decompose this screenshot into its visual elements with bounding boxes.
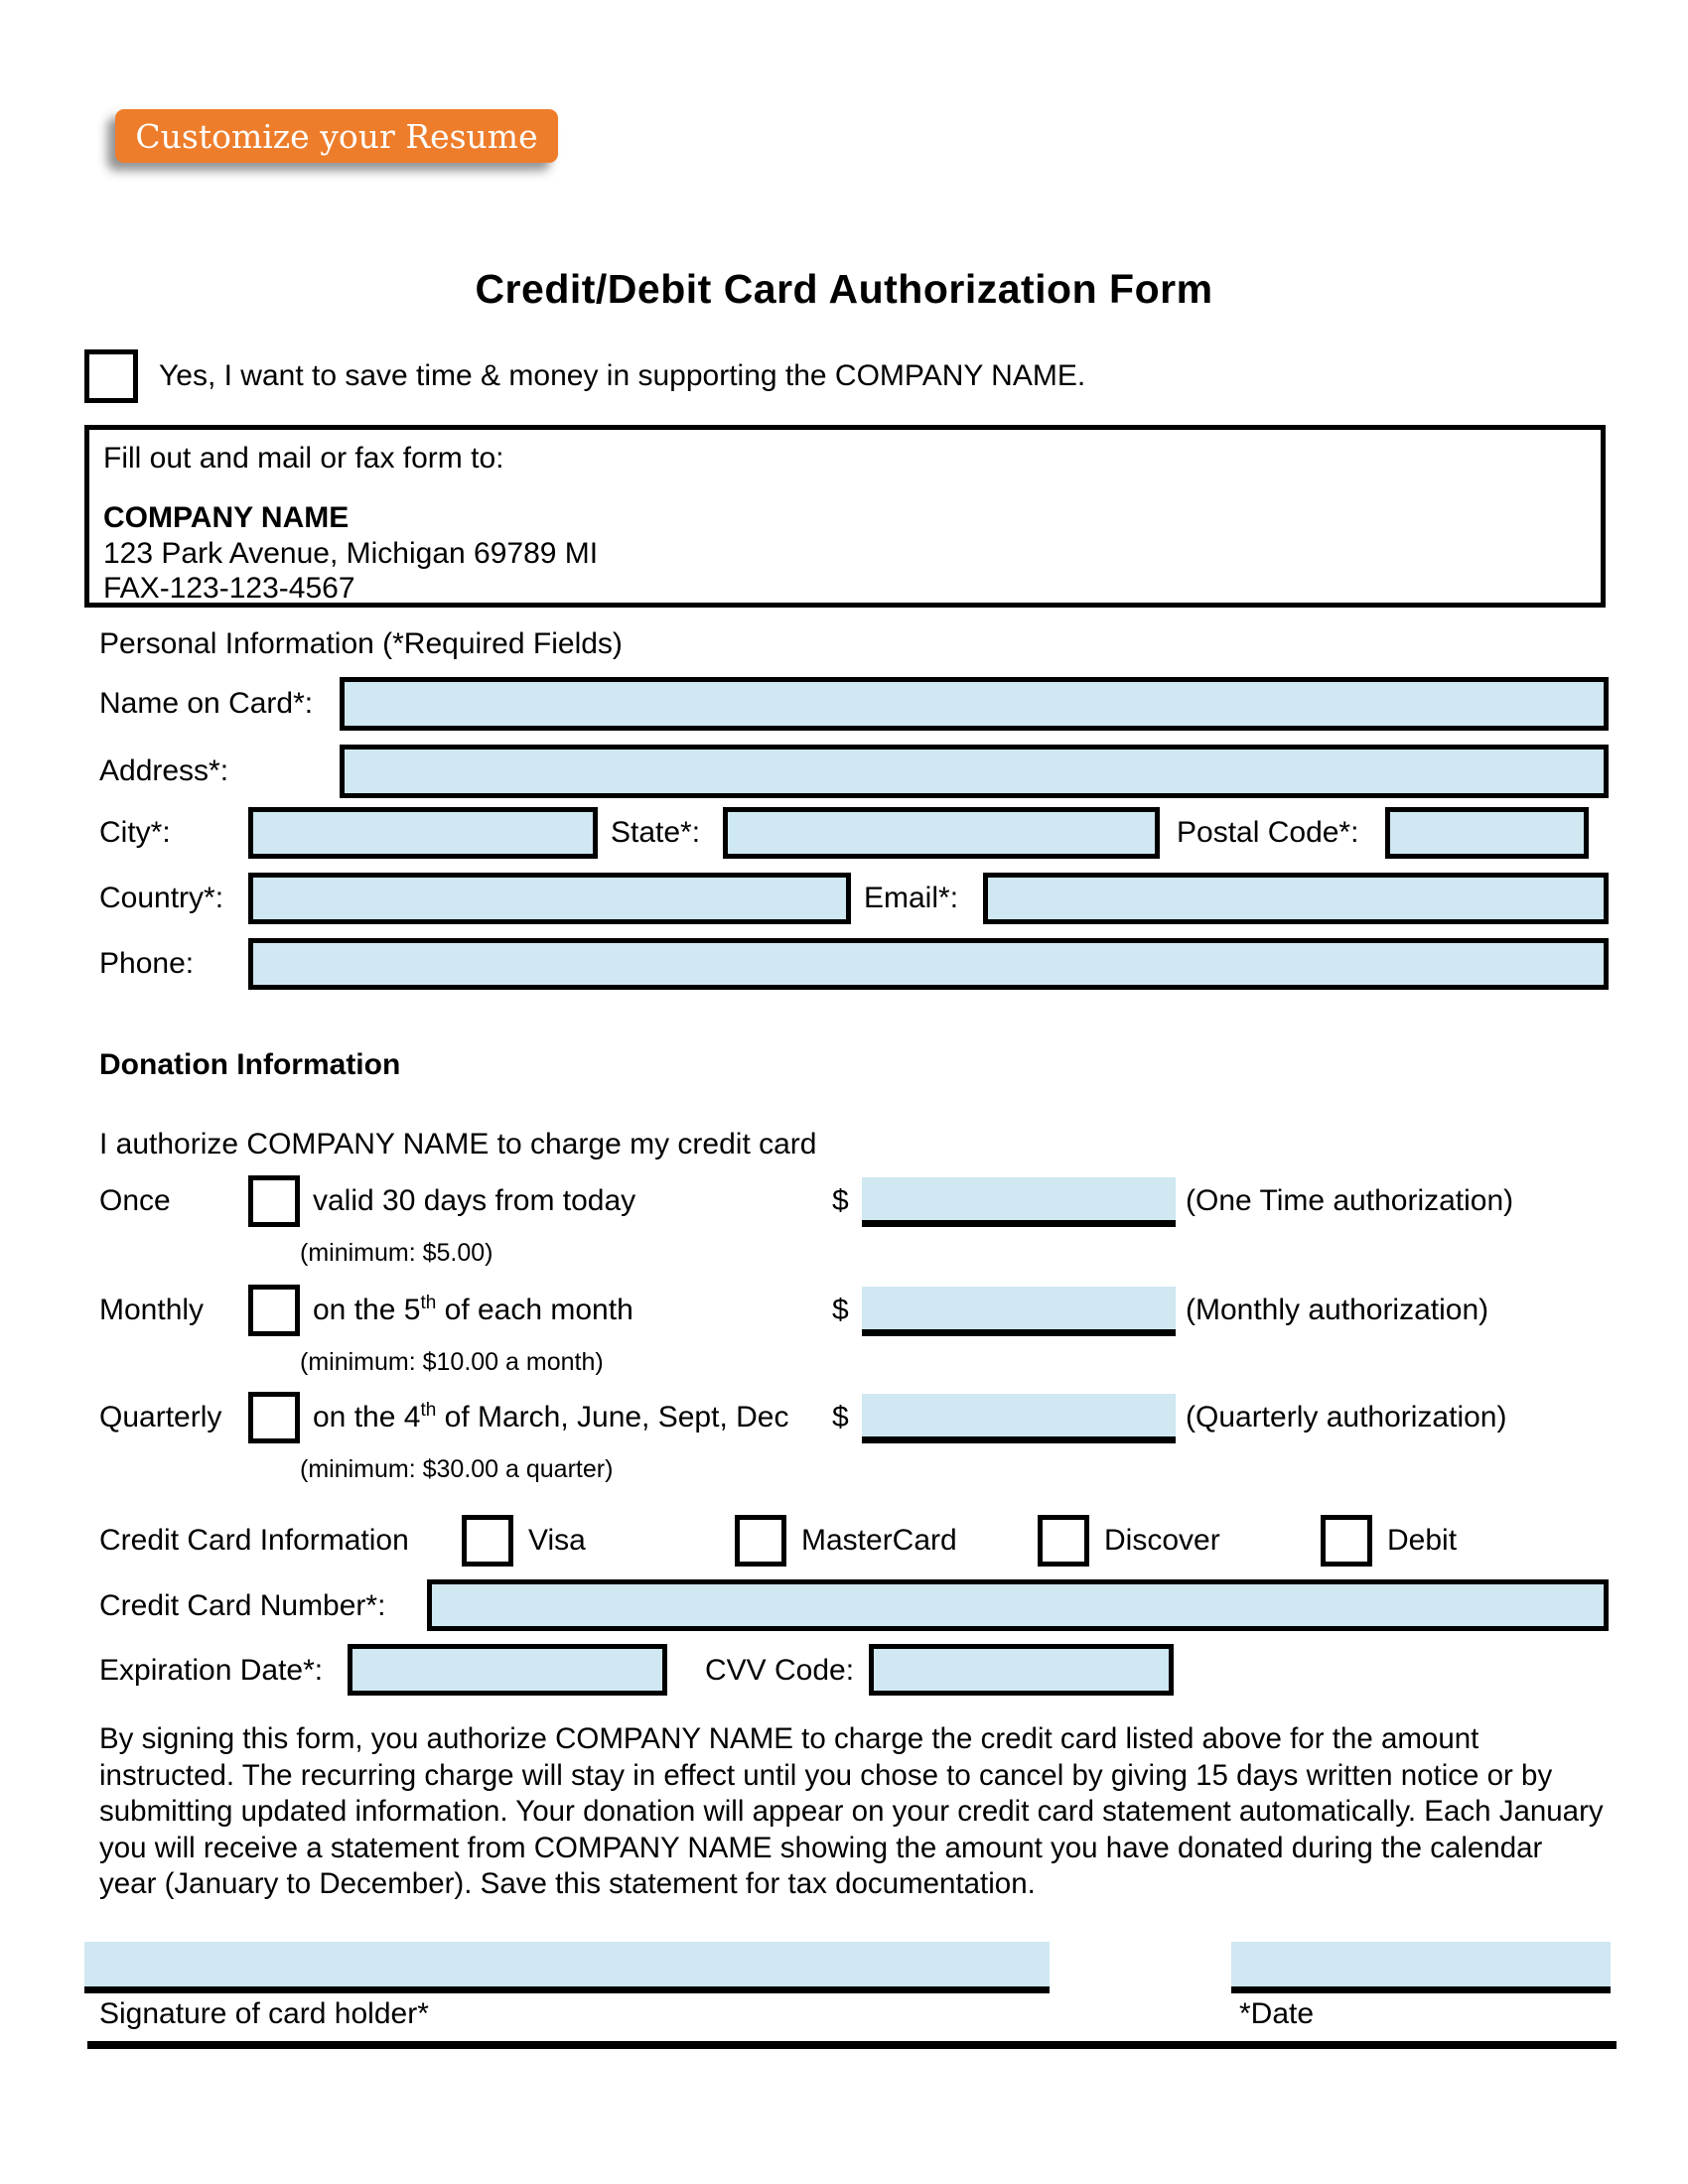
country-input[interactable]	[248, 873, 851, 924]
expiration-date-label: Expiration Date*:	[99, 1654, 324, 1687]
mastercard-label: MasterCard	[801, 1524, 957, 1557]
customize-resume-button[interactable]	[115, 109, 558, 163]
optin-checkbox[interactable]	[84, 349, 138, 403]
state-label: State*:	[611, 816, 701, 849]
expiration-date-input[interactable]	[348, 1644, 667, 1696]
email-input[interactable]	[983, 873, 1609, 924]
monthly-auth-note: (Monthly authorization)	[1186, 1294, 1489, 1326]
donation-heading: Donation Information	[99, 1048, 401, 1081]
once-label: Once	[99, 1184, 171, 1217]
mailbox-company: COMPANY NAME	[103, 501, 350, 534]
postal-code-label: Postal Code*:	[1177, 816, 1359, 849]
once-minimum-note: (minimum: $5.00)	[300, 1239, 493, 1267]
country-label: Country*:	[99, 882, 224, 914]
card-number-input[interactable]	[427, 1579, 1609, 1631]
address-input[interactable]	[340, 745, 1609, 798]
mailbox-fax: FAX-123-123-4567	[103, 572, 355, 605]
mastercard-checkbox[interactable]	[735, 1515, 786, 1567]
once-auth-note: (One Time authorization)	[1186, 1184, 1514, 1217]
customize-resume-button-label: Customize your Resume	[135, 116, 538, 156]
quarterly-minimum-note: (minimum: $30.00 a quarter)	[300, 1455, 614, 1483]
visa-label: Visa	[528, 1524, 586, 1557]
once-desc: valid 30 days from today	[313, 1184, 636, 1217]
monthly-minimum-note: (minimum: $10.00 a month)	[300, 1348, 604, 1376]
once-checkbox[interactable]	[248, 1175, 300, 1227]
city-label: City*:	[99, 816, 171, 849]
monthly-desc: on the 5th of each month	[313, 1293, 633, 1326]
address-label: Address*:	[99, 754, 229, 787]
date-field[interactable]	[1231, 1942, 1611, 1993]
email-label: Email*:	[864, 882, 959, 914]
visa-checkbox[interactable]	[462, 1515, 513, 1567]
discover-label: Discover	[1104, 1524, 1220, 1557]
state-input[interactable]	[723, 807, 1160, 859]
quarterly-checkbox[interactable]	[248, 1392, 300, 1443]
postal-code-input[interactable]	[1385, 807, 1589, 859]
page-title: Credit/Debit Card Authorization Form	[475, 266, 1213, 312]
cvv-input[interactable]	[869, 1644, 1174, 1696]
signature-label: Signature of card holder*	[99, 1997, 429, 2030]
debit-checkbox[interactable]	[1321, 1515, 1372, 1567]
monthly-checkbox[interactable]	[248, 1285, 300, 1336]
card-heading: Credit Card Information	[99, 1524, 409, 1557]
monthly-amount-input[interactable]	[862, 1287, 1176, 1336]
cvv-label: CVV Code:	[705, 1654, 855, 1687]
terms-paragraph: By signing this form, you authorize COMPANY NAME to charge the credit card listed above for the amount instructed. The recurring charge will stay in effect until you chose to cancel by giving 15 days written notice or by submitting updated information. Your donation will appear on your credit card statement automatically. Each January you will receive a statement from COMPANY NAME showing the amount you have donated during the calendar year (January to December). Save this statement for tax documentation.	[99, 1722, 1604, 1901]
debit-label: Debit	[1387, 1524, 1458, 1557]
optin-label: Yes, I want to save time & money in supporting the COMPANY NAME.	[159, 359, 1086, 392]
mail-fax-box	[84, 425, 1606, 608]
authorize-line: I authorize COMPANY NAME to charge my credit card	[99, 1128, 817, 1160]
quarterly-amount-input[interactable]	[862, 1394, 1176, 1443]
name-on-card-input[interactable]	[340, 677, 1609, 731]
date-label: *Date	[1239, 1997, 1315, 2030]
mailbox-address: 123 Park Avenue, Michigan 69789 MI	[103, 537, 599, 570]
quarterly-desc: on the 4th of March, June, Sept, Dec	[313, 1400, 789, 1433]
bottom-divider	[87, 2041, 1617, 2049]
quarterly-auth-note: (Quarterly authorization)	[1186, 1401, 1507, 1433]
quarterly-label: Quarterly	[99, 1401, 222, 1433]
phone-input[interactable]	[248, 938, 1609, 990]
quarterly-currency-sign: $	[832, 1401, 849, 1433]
name-on-card-label: Name on Card*:	[99, 687, 314, 720]
discover-checkbox[interactable]	[1038, 1515, 1089, 1567]
monthly-currency-sign: $	[832, 1294, 849, 1326]
monthly-label: Monthly	[99, 1294, 205, 1326]
personal-heading: Personal Information (*Required Fields)	[99, 627, 623, 660]
once-amount-input[interactable]	[862, 1177, 1176, 1227]
mailbox-intro: Fill out and mail or fax form to:	[103, 442, 504, 475]
once-currency-sign: $	[832, 1184, 849, 1217]
card-number-label: Credit Card Number*:	[99, 1589, 386, 1622]
phone-label: Phone:	[99, 947, 195, 980]
city-input[interactable]	[248, 807, 598, 859]
signature-field[interactable]	[84, 1942, 1050, 1993]
